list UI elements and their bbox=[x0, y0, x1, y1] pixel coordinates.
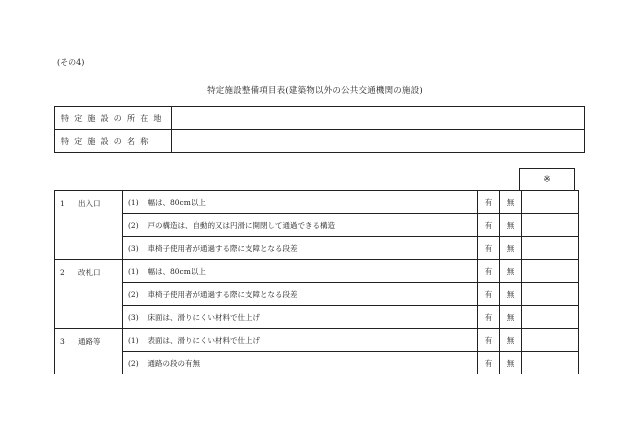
item-text: 幅は、80cm以上 bbox=[147, 197, 206, 207]
item-text: 車椅子使用者が通過する際に支障となる段差 bbox=[147, 243, 298, 253]
item-text: 幅は、80cm以上 bbox=[147, 266, 206, 276]
no-option[interactable]: 無 bbox=[500, 237, 522, 260]
item-text: 表面は、滑りにくい材料で仕上げ bbox=[147, 335, 260, 345]
item-description bbox=[123, 191, 478, 214]
items-table bbox=[54, 190, 579, 374]
yes-option[interactable]: 有 bbox=[478, 306, 500, 329]
no-option[interactable]: 無 bbox=[500, 329, 522, 352]
item-number: (1) bbox=[128, 335, 139, 345]
memo-cell[interactable] bbox=[522, 214, 579, 237]
item-number: (2) bbox=[128, 358, 139, 368]
yes-option[interactable]: 有 bbox=[478, 329, 500, 352]
memo-cell[interactable] bbox=[522, 260, 579, 283]
no-option[interactable]: 無 bbox=[500, 260, 522, 283]
yes-option[interactable]: 有 bbox=[478, 260, 500, 283]
table-row bbox=[55, 306, 579, 329]
table-row bbox=[55, 329, 579, 352]
table-row bbox=[55, 237, 579, 260]
item-description bbox=[123, 283, 478, 306]
table-row bbox=[55, 260, 579, 283]
table-row bbox=[55, 191, 579, 214]
item-number: (2) bbox=[128, 220, 139, 230]
table-row bbox=[55, 352, 579, 375]
memo-cell[interactable] bbox=[522, 237, 579, 260]
item-number: (3) bbox=[128, 312, 139, 322]
no-option[interactable]: 無 bbox=[500, 283, 522, 306]
memo-cell[interactable] bbox=[522, 329, 579, 352]
item-description bbox=[123, 306, 478, 329]
no-option[interactable]: 無 bbox=[500, 214, 522, 237]
site-name-label: 特定施設の名称 bbox=[55, 130, 172, 153]
document-title: 特定施設整備項目表(建築物以外の公共交通機関の施設) bbox=[207, 86, 423, 96]
category-cell-entrance bbox=[55, 191, 123, 260]
item-text: 通路の段の有無 bbox=[147, 358, 200, 368]
category-label: 出入口 bbox=[78, 199, 101, 208]
item-text: 車椅子使用者が通過する際に支障となる段差 bbox=[147, 289, 298, 299]
item-number: (2) bbox=[128, 289, 139, 299]
site-name-row bbox=[55, 130, 585, 153]
yes-option[interactable]: 有 bbox=[478, 283, 500, 306]
site-location-label: 特定施設の所在地 bbox=[55, 107, 172, 130]
yes-option[interactable]: 有 bbox=[478, 214, 500, 237]
category-label: 改札口 bbox=[78, 268, 101, 277]
site-location-field[interactable] bbox=[172, 107, 585, 130]
site-info-table bbox=[54, 106, 585, 153]
category-number: 2 bbox=[60, 268, 65, 277]
memo-cell[interactable] bbox=[522, 352, 579, 375]
item-description bbox=[123, 260, 478, 283]
site-name-field[interactable] bbox=[172, 130, 585, 153]
no-option[interactable]: 無 bbox=[500, 191, 522, 214]
item-number: (1) bbox=[128, 266, 139, 276]
memo-cell[interactable] bbox=[522, 191, 579, 214]
site-location-row bbox=[55, 107, 585, 130]
item-description bbox=[123, 329, 478, 352]
table-row bbox=[55, 214, 579, 237]
sheet-number-note: (その4) bbox=[57, 58, 85, 67]
item-description bbox=[123, 352, 478, 375]
office-use-mark-header: ※ bbox=[519, 168, 575, 190]
no-option[interactable]: 無 bbox=[500, 352, 522, 375]
yes-option[interactable]: 有 bbox=[478, 352, 500, 375]
table-row bbox=[55, 283, 579, 306]
category-label: 通路等 bbox=[78, 337, 101, 346]
item-text: 戸の構造は、自動的又は円滑に開閉して通過できる構造 bbox=[147, 220, 335, 230]
category-number: 1 bbox=[60, 199, 65, 208]
item-description bbox=[123, 237, 478, 260]
yes-option[interactable]: 有 bbox=[478, 237, 500, 260]
item-description bbox=[123, 214, 478, 237]
item-text: 床面は、滑りにくい材料で仕上げ bbox=[147, 312, 260, 322]
category-number: 3 bbox=[60, 337, 65, 346]
memo-cell[interactable] bbox=[522, 283, 579, 306]
no-option[interactable]: 無 bbox=[500, 306, 522, 329]
category-cell-passageway bbox=[55, 329, 123, 375]
yes-option[interactable]: 有 bbox=[478, 191, 500, 214]
item-number: (3) bbox=[128, 243, 139, 253]
item-number: (1) bbox=[128, 197, 139, 207]
memo-cell[interactable] bbox=[522, 306, 579, 329]
category-cell-ticket-gate bbox=[55, 260, 123, 329]
